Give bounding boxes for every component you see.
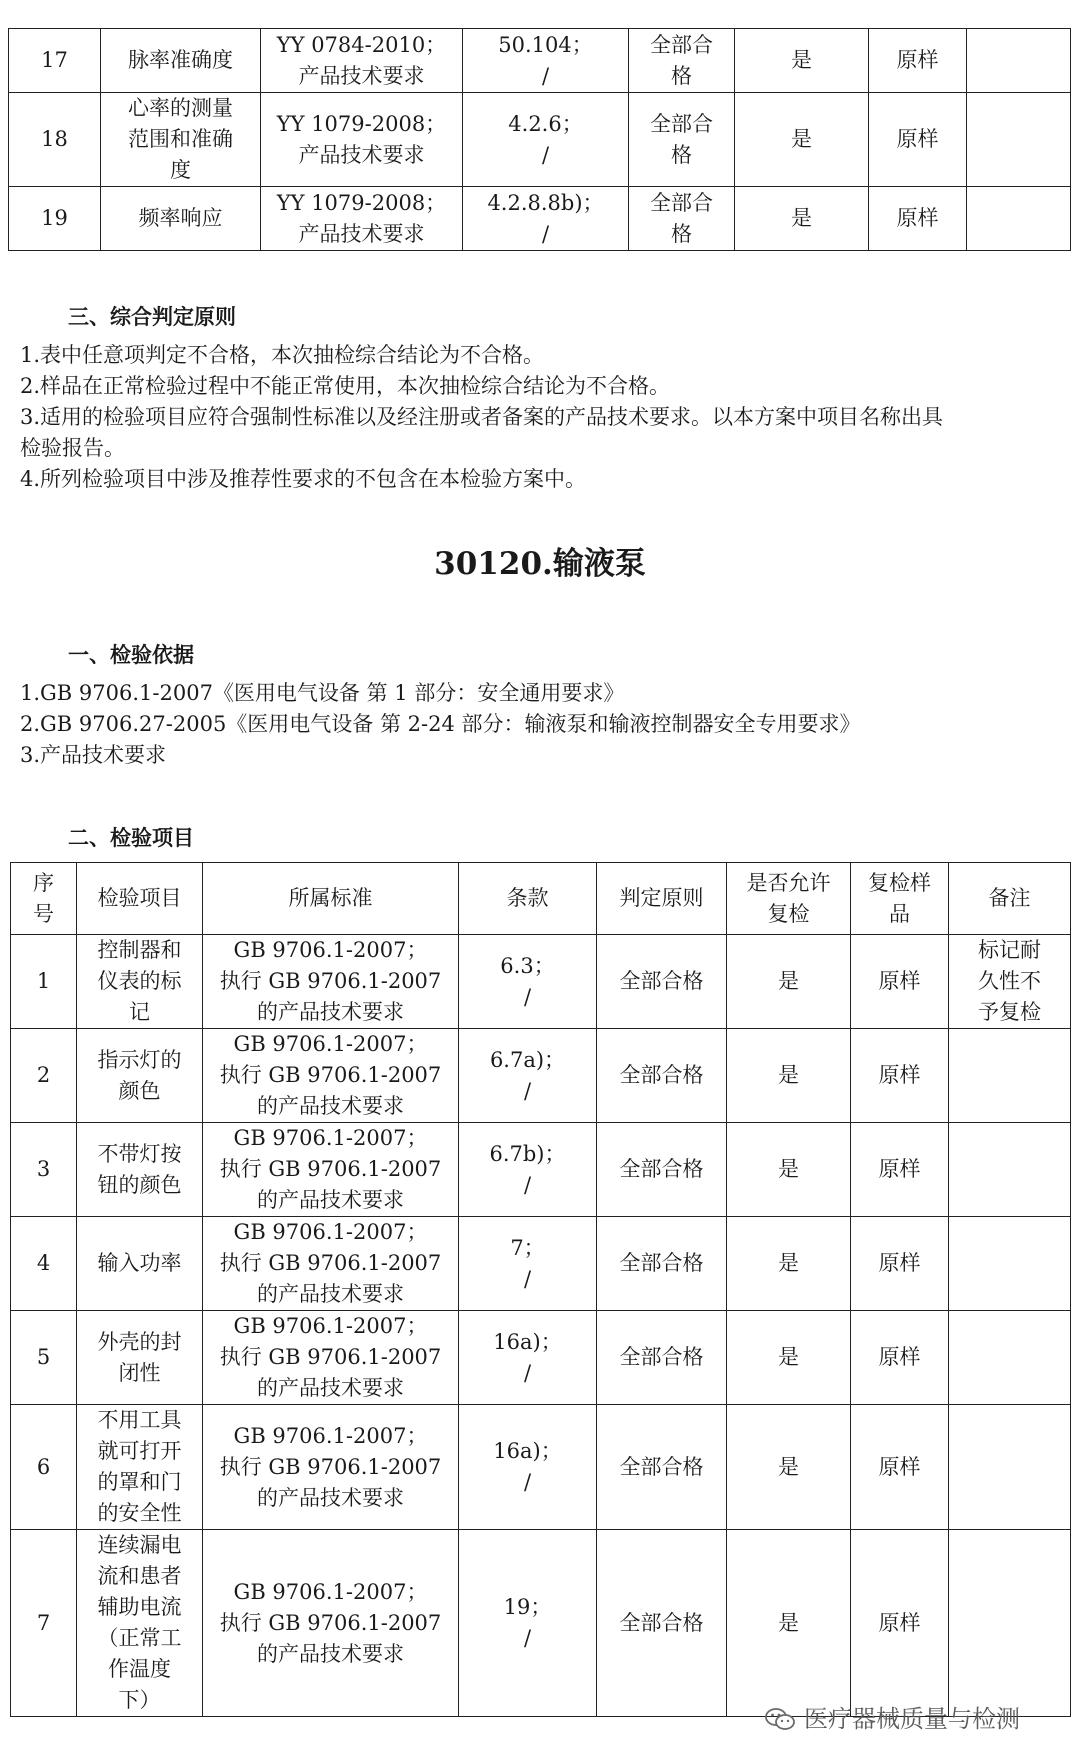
cell-no: 7 (11, 1530, 77, 1717)
cell-clause: 6.3； / (459, 935, 597, 1029)
wechat-icon (764, 1707, 796, 1731)
cell-item: 频率响应 (101, 187, 261, 251)
cell-clause: 16a)； / (459, 1311, 597, 1405)
cell-sample: 原样 (869, 29, 967, 93)
cell-recheck: 是 (727, 1217, 851, 1311)
cell-standard: GB 9706.1-2007； 执行 GB 9706.1-2007 的产品技术要求 (203, 1217, 459, 1311)
table-row (11, 935, 1071, 1029)
cell-standard: GB 9706.1-2007； 执行 GB 9706.1-2007 的产品技术要求 (203, 1029, 459, 1123)
header-rule: 判定原则 (597, 863, 727, 935)
watermark-text: 医疗器械质量与检测 (804, 1705, 1020, 1733)
header-no: 序 号 (11, 863, 77, 935)
main-table (10, 862, 1071, 1717)
table-row (11, 1530, 1071, 1717)
cell-item: 外壳的封 闭性 (77, 1311, 203, 1405)
table-row (11, 1123, 1071, 1217)
section1-line-3: 3.产品技术要求 (20, 743, 167, 767)
header-recheck: 是否允许 复检 (727, 863, 851, 935)
cell-rule: 全部合格 (597, 935, 727, 1029)
cell-note (967, 93, 1071, 187)
section3-line-3: 3.适用的检验项目应符合强制性标准以及经注册或者备案的产品技术要求。以本方案中项目名称出具 (20, 405, 944, 429)
cell-clause: 7； / (459, 1217, 597, 1311)
cell-item: 连续漏电 流和患者 辅助电流 （正常工 作温度 下） (77, 1530, 203, 1717)
cell-no: 19 (9, 187, 101, 251)
cell-standard: GB 9706.1-2007； 执行 GB 9706.1-2007 的产品技术要求 (203, 1311, 459, 1405)
cell-note (967, 29, 1071, 93)
header-sample: 复检样 品 (851, 863, 949, 935)
section3-heading: 三、综合判定原则 (68, 305, 236, 329)
section3-line-4: 检验报告。 (20, 436, 125, 460)
cell-rule: 全部合格 (597, 1029, 727, 1123)
cell-rule: 全部合格 (597, 1405, 727, 1530)
top-table (8, 28, 1071, 251)
cell-rule: 全部合 格 (629, 187, 735, 251)
section3-line-1: 1.表中任意项判定不合格，本次抽检综合结论为不合格。 (20, 343, 545, 367)
header-clause: 条款 (459, 863, 597, 935)
cell-recheck: 是 (727, 1530, 851, 1717)
cell-standard: GB 9706.1-2007； 执行 GB 9706.1-2007 的产品技术要求 (203, 1405, 459, 1530)
cell-sample: 原样 (869, 93, 967, 187)
cell-item: 控制器和 仪表的标 记 (77, 935, 203, 1029)
section3-line-5: 4.所列检验项目中涉及推荐性要求的不包含在本检验方案中。 (20, 467, 587, 491)
table-row (9, 93, 1071, 187)
header-note: 备注 (949, 863, 1071, 935)
product-title: 30120.输液泵 (434, 546, 646, 582)
cell-item: 心率的测量 范围和准确 度 (101, 93, 261, 187)
cell-sample: 原样 (851, 1405, 949, 1530)
header-standard: 所属标准 (203, 863, 459, 935)
cell-clause: 6.7b)； / (459, 1123, 597, 1217)
cell-item: 不带灯按 钮的颜色 (77, 1123, 203, 1217)
cell-standard: YY 1079-2008； 产品技术要求 (261, 187, 463, 251)
cell-clause: 6.7a)； / (459, 1029, 597, 1123)
cell-note (949, 1123, 1071, 1217)
cell-recheck: 是 (735, 29, 869, 93)
cell-clause: 4.2.8.8b)； / (463, 187, 629, 251)
cell-no: 6 (11, 1405, 77, 1530)
cell-recheck: 是 (735, 93, 869, 187)
cell-standard: GB 9706.1-2007； 执行 GB 9706.1-2007 的产品技术要求 (203, 1123, 459, 1217)
cell-clause: 4.2.6； / (463, 93, 629, 187)
cell-standard: GB 9706.1-2007； 执行 GB 9706.1-2007 的产品技术要求 (203, 935, 459, 1029)
cell-recheck: 是 (735, 187, 869, 251)
cell-note (949, 1405, 1071, 1530)
cell-note (949, 1217, 1071, 1311)
cell-clause: 16a)； / (459, 1405, 597, 1530)
cell-recheck: 是 (727, 1311, 851, 1405)
cell-rule: 全部合 格 (629, 29, 735, 93)
cell-no: 2 (11, 1029, 77, 1123)
table-row (9, 29, 1071, 93)
watermark (764, 1704, 1020, 1734)
cell-sample: 原样 (851, 935, 949, 1029)
cell-item: 输入功率 (77, 1217, 203, 1311)
table-header-row (11, 863, 1071, 935)
cell-note (949, 1530, 1071, 1717)
cell-standard: YY 1079-2008； 产品技术要求 (261, 93, 463, 187)
cell-rule: 全部合格 (597, 1311, 727, 1405)
table-row (9, 187, 1071, 251)
cell-item: 脉率准确度 (101, 29, 261, 93)
table-row (11, 1311, 1071, 1405)
section2-heading: 二、检验项目 (68, 826, 194, 850)
header-item: 检验项目 (77, 863, 203, 935)
cell-item: 指示灯的 颜色 (77, 1029, 203, 1123)
section1-heading: 一、检验依据 (68, 643, 194, 667)
cell-clause: 50.104； / (463, 29, 629, 93)
cell-sample: 原样 (851, 1123, 949, 1217)
cell-rule: 全部合格 (597, 1530, 727, 1717)
cell-no: 5 (11, 1311, 77, 1405)
cell-recheck: 是 (727, 1123, 851, 1217)
cell-sample: 原样 (851, 1311, 949, 1405)
cell-no: 18 (9, 93, 101, 187)
cell-item: 不用工具 就可打开 的罩和门 的安全性 (77, 1405, 203, 1530)
cell-recheck: 是 (727, 1029, 851, 1123)
cell-no: 1 (11, 935, 77, 1029)
section1-line-2: 2.GB 9706.27-2005《医用电气设备 第 2-24 部分：输液泵和输液控制器安全专用要求》 (20, 712, 861, 736)
cell-no: 4 (11, 1217, 77, 1311)
section3-line-2: 2.样品在正常检验过程中不能正常使用，本次抽检综合结论为不合格。 (20, 374, 671, 398)
table-row (11, 1405, 1071, 1530)
cell-note: 标记耐 久性不 予复检 (949, 935, 1071, 1029)
cell-sample: 原样 (869, 187, 967, 251)
cell-no: 3 (11, 1123, 77, 1217)
table-row (11, 1029, 1071, 1123)
cell-note (949, 1311, 1071, 1405)
cell-recheck: 是 (727, 1405, 851, 1530)
cell-no: 17 (9, 29, 101, 93)
cell-rule: 全部合格 (597, 1123, 727, 1217)
cell-standard: YY 0784-2010； 产品技术要求 (261, 29, 463, 93)
cell-recheck: 是 (727, 935, 851, 1029)
cell-sample: 原样 (851, 1530, 949, 1717)
cell-rule: 全部合 格 (629, 93, 735, 187)
cell-standard: GB 9706.1-2007； 执行 GB 9706.1-2007 的产品技术要求 (203, 1530, 459, 1717)
cell-sample: 原样 (851, 1217, 949, 1311)
table-row (11, 1217, 1071, 1311)
cell-clause: 19； / (459, 1530, 597, 1717)
cell-rule: 全部合格 (597, 1217, 727, 1311)
cell-note (967, 187, 1071, 251)
cell-sample: 原样 (851, 1029, 949, 1123)
cell-note (949, 1029, 1071, 1123)
section1-line-1: 1.GB 9706.1-2007《医用电气设备 第 1 部分：安全通用要求》 (20, 681, 625, 705)
